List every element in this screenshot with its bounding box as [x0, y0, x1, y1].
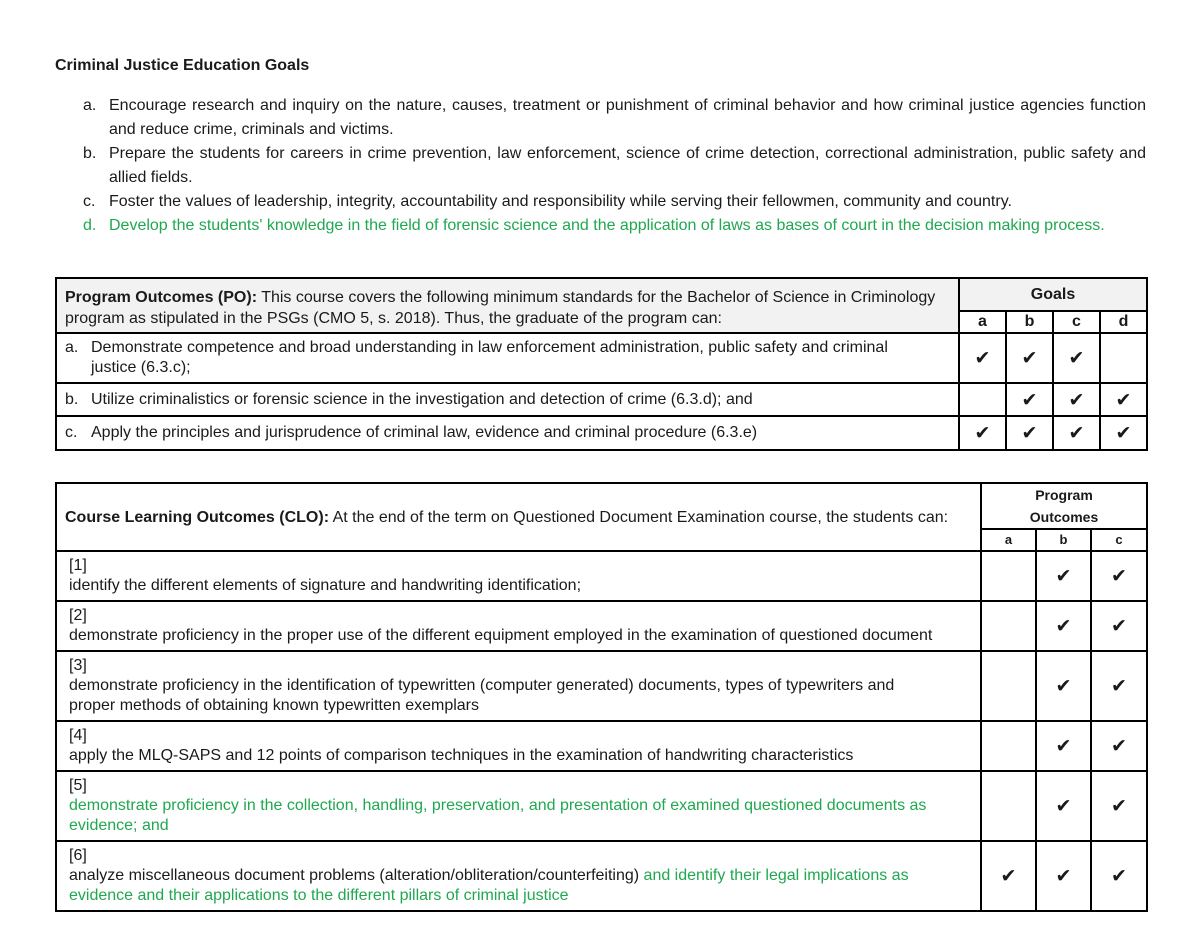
- check-mark: ✔: [1036, 551, 1091, 601]
- po-letter: c.: [65, 424, 78, 441]
- check-mark: [981, 601, 1036, 651]
- po-row-desc: [56, 333, 959, 383]
- check-mark: [981, 651, 1036, 721]
- clo-row-desc: [56, 651, 981, 721]
- goal-text: Develop the students' knowledge in the field of forensic science and the application of laws as bases of court in the decision making process.: [109, 217, 1105, 234]
- clo-number: [6]: [69, 847, 87, 864]
- goal-text: Encourage research and inquiry on the nature, causes, treatment or punishment of criminal behavior and how criminal justice agencies function and reduce crime, criminals and victims.: [109, 97, 1146, 138]
- check-mark: ✔: [1036, 651, 1091, 721]
- goal-col-c: c: [1053, 311, 1100, 333]
- check-mark: ✔: [1036, 601, 1091, 651]
- check-mark: [1100, 333, 1147, 383]
- po-text: Apply the principles and jurisprudence of criminal law, evidence and criminal procedure (6.3.e): [91, 424, 758, 441]
- goal-item: [55, 94, 1146, 142]
- clo-text: [69, 676, 934, 716]
- goal-letter: d.: [83, 217, 97, 234]
- clo-text-green: and identify their legal implications as evidence and their applications to the different pillars of criminal justice: [69, 867, 909, 904]
- check-mark: ✔: [1006, 333, 1053, 383]
- check-mark: [981, 721, 1036, 771]
- clo-text-plain: apply the MLQ-SAPS and 12 points of comparison techniques in the examination of handwriting characteristics: [69, 747, 854, 764]
- check-mark: ✔: [1036, 721, 1091, 771]
- clo-row-desc: [56, 551, 981, 601]
- check-mark: ✔: [981, 841, 1036, 911]
- clo-row: [56, 651, 1147, 721]
- clo-row: [56, 721, 1147, 771]
- goals-header: Goals: [959, 278, 1147, 311]
- check-mark: ✔: [1091, 551, 1147, 601]
- clo-row: [56, 601, 1147, 651]
- clo-text-plain: analyze miscellaneous document problems (alteration/obliteration/counterfeiting): [69, 867, 640, 884]
- clo-number: [2]: [69, 607, 87, 624]
- page-title: Criminal Justice Education Goals: [55, 57, 310, 74]
- goal-item: [55, 190, 1146, 214]
- po-row-desc: [56, 416, 959, 450]
- check-mark: ✔: [1006, 416, 1053, 450]
- course-learning-outcomes-table: [55, 482, 1148, 912]
- po-col-b: b: [1036, 529, 1091, 551]
- clo-text-plain: identify the different elements of signature and handwriting identification;: [69, 577, 582, 594]
- program-outcomes-table: [55, 277, 1148, 451]
- goal-item: [55, 214, 1146, 238]
- check-mark: ✔: [1053, 333, 1100, 383]
- clo-heading-cell: [56, 483, 981, 551]
- po-header-line1: Program: [1035, 487, 1093, 503]
- clo-heading-text: At the end of the term on Questioned Document Examination course, the students can:: [329, 508, 949, 526]
- po-heading-text: This course covers the following minimum standards for the Bachelor of Science in Criminology program as stipulated in the PSGs (CMO 5, s. 2018). Thus, the graduate of the program can:: [65, 288, 936, 327]
- check-mark: ✔: [1006, 383, 1053, 416]
- goal-item: [55, 142, 1146, 190]
- check-mark: ✔: [1091, 721, 1147, 771]
- check-mark: ✔: [1053, 383, 1100, 416]
- check-mark: [981, 551, 1036, 601]
- po-row-desc: [56, 383, 959, 416]
- po-row: [56, 383, 1147, 416]
- clo-text-green: demonstrate proficiency in the collection, handling, preservation, and presentation of examined questioned documents as evidence; and: [69, 797, 927, 834]
- goal-text: Foster the values of leadership, integrity, accountability and responsibility while serving their fellowmen, community and country.: [109, 193, 1012, 210]
- po-letter: b.: [65, 390, 79, 408]
- check-mark: ✔: [1091, 771, 1147, 841]
- po-text: Utilize criminalistics or forensic science in the investigation and detection of crime (6.3.d); and: [91, 390, 753, 408]
- po-row: [56, 416, 1147, 450]
- goal-col-d: d: [1100, 311, 1147, 333]
- clo-row-desc: [56, 721, 981, 771]
- program-outcomes-header: [981, 483, 1147, 529]
- check-mark: ✔: [1100, 383, 1147, 416]
- po-heading-cell: [56, 278, 959, 333]
- po-letter: a.: [65, 339, 79, 356]
- po-row: [56, 333, 1147, 383]
- goals-list: [55, 94, 1146, 238]
- check-mark: ✔: [1100, 416, 1147, 450]
- po-col-c: c: [1091, 529, 1147, 551]
- clo-text: [69, 796, 934, 836]
- clo-text-plain: demonstrate proficiency in the proper use of the different equipment employed in the examination of questioned document: [69, 627, 933, 644]
- check-mark: [981, 771, 1036, 841]
- clo-heading-bold: Course Learning Outcomes (CLO):: [65, 508, 330, 526]
- check-mark: ✔: [1091, 841, 1147, 911]
- po-text: Demonstrate competence and broad understanding in law enforcement administration, public safety and criminal justice (6.3.c);: [91, 339, 888, 376]
- clo-number: [3]: [69, 657, 87, 674]
- check-mark: ✔: [959, 416, 1006, 450]
- check-mark: ✔: [1036, 771, 1091, 841]
- goal-letter: c.: [83, 193, 96, 210]
- clo-number: [5]: [69, 777, 87, 794]
- goal-letter: b.: [83, 145, 97, 162]
- goal-col-a: a: [959, 311, 1006, 333]
- po-header-line2: Outcomes: [1029, 509, 1099, 525]
- clo-row-desc: [56, 841, 981, 911]
- clo-row-desc: [56, 771, 981, 841]
- check-mark: ✔: [1036, 841, 1091, 911]
- clo-row-desc: [56, 601, 981, 651]
- clo-text-plain: demonstrate proficiency in the identification of typewritten (computer generated) documents, types of typewriters and proper methods of obtaining known typewritten exemplars: [69, 677, 895, 714]
- po-heading-bold: Program Outcomes (PO):: [65, 288, 258, 306]
- check-mark: ✔: [1091, 651, 1147, 721]
- clo-row: [56, 841, 1147, 911]
- clo-row: [56, 771, 1147, 841]
- goal-letter: a.: [83, 97, 97, 114]
- clo-number: [4]: [69, 727, 87, 744]
- goal-text: Prepare the students for careers in crime prevention, law enforcement, science of crime detection, correctional administration, public safety and allied fields.: [109, 145, 1146, 186]
- check-mark: ✔: [959, 333, 1006, 383]
- po-col-a: a: [981, 529, 1036, 551]
- goal-col-b: b: [1006, 311, 1053, 333]
- clo-text: [69, 626, 934, 646]
- clo-row: [56, 551, 1147, 601]
- clo-number: [1]: [69, 557, 87, 574]
- clo-text: [69, 746, 934, 766]
- check-mark: ✔: [1091, 601, 1147, 651]
- check-mark: ✔: [1053, 416, 1100, 450]
- clo-text: [69, 576, 934, 596]
- check-mark: [959, 383, 1006, 416]
- clo-text: [69, 866, 934, 906]
